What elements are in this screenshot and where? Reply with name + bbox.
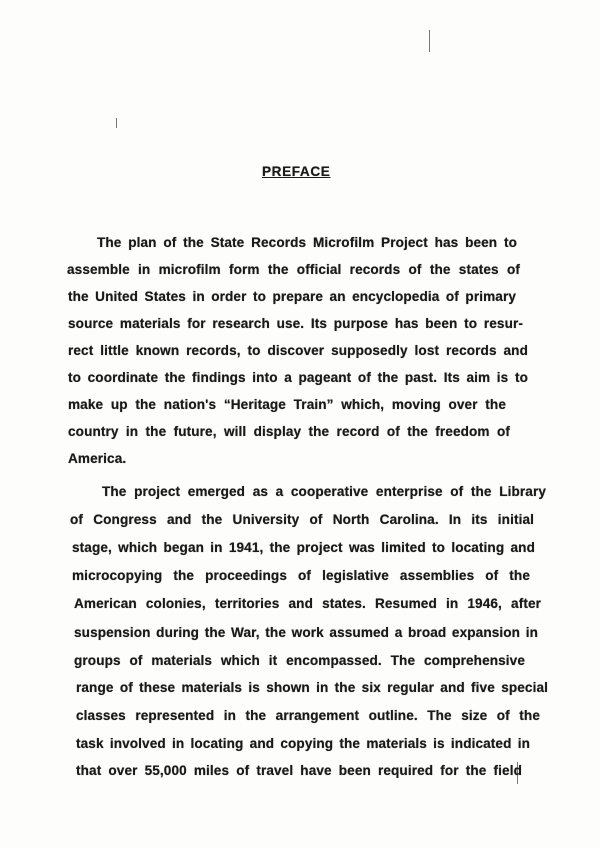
text-line: suspension during the War, the work assumed a broad expansion in <box>74 625 538 640</box>
text-line: that over 55,000 miles of travel have been required for the field <box>76 763 522 778</box>
scan-mark <box>429 30 430 52</box>
text-line: to coordinate the findings into a pageant of the past. Its aim is to <box>68 370 528 385</box>
text-line: America. <box>68 451 127 466</box>
text-line: source materials for research use. Its purpose has been to resur- <box>68 316 523 331</box>
text-line: American colonies, territories and states. Resumed in 1946, after <box>74 596 541 611</box>
text-line: range of these materials is shown in the six regular and five special <box>76 680 548 695</box>
text-line: assemble in microfilm form the official records of the states of <box>67 262 520 277</box>
text-line: The plan of the State Records Microfilm Project has been to <box>97 235 517 250</box>
text-line: of Congress and the University of North Carolina. In its initial <box>70 512 534 527</box>
text-line: country in the future, will display the record of the freedom of <box>68 424 510 439</box>
page-title: PREFACE <box>262 164 331 179</box>
text-line: groups of materials which it encompassed. The comprehensive <box>74 653 525 668</box>
text-line: classes represented in the arrangement outline. The size of the <box>76 708 540 723</box>
scan-mark <box>116 118 117 128</box>
text-line: rect little known records, to discover supposedly lost records and <box>68 343 528 358</box>
text-line: make up the nation's “Heritage Train” which, moving over the <box>68 397 506 412</box>
text-line: the United States in order to prepare an encyclopedia of primary <box>68 289 516 304</box>
text-line: task involved in locating and copying the materials is indicated in <box>76 736 530 751</box>
text-line: microcopying the proceedings of legislative assemblies of the <box>72 568 530 583</box>
text-line: The project emerged as a cooperative enterprise of the Library <box>102 484 546 499</box>
text-line: stage, which began in 1941, the project was limited to locating and <box>72 540 535 555</box>
